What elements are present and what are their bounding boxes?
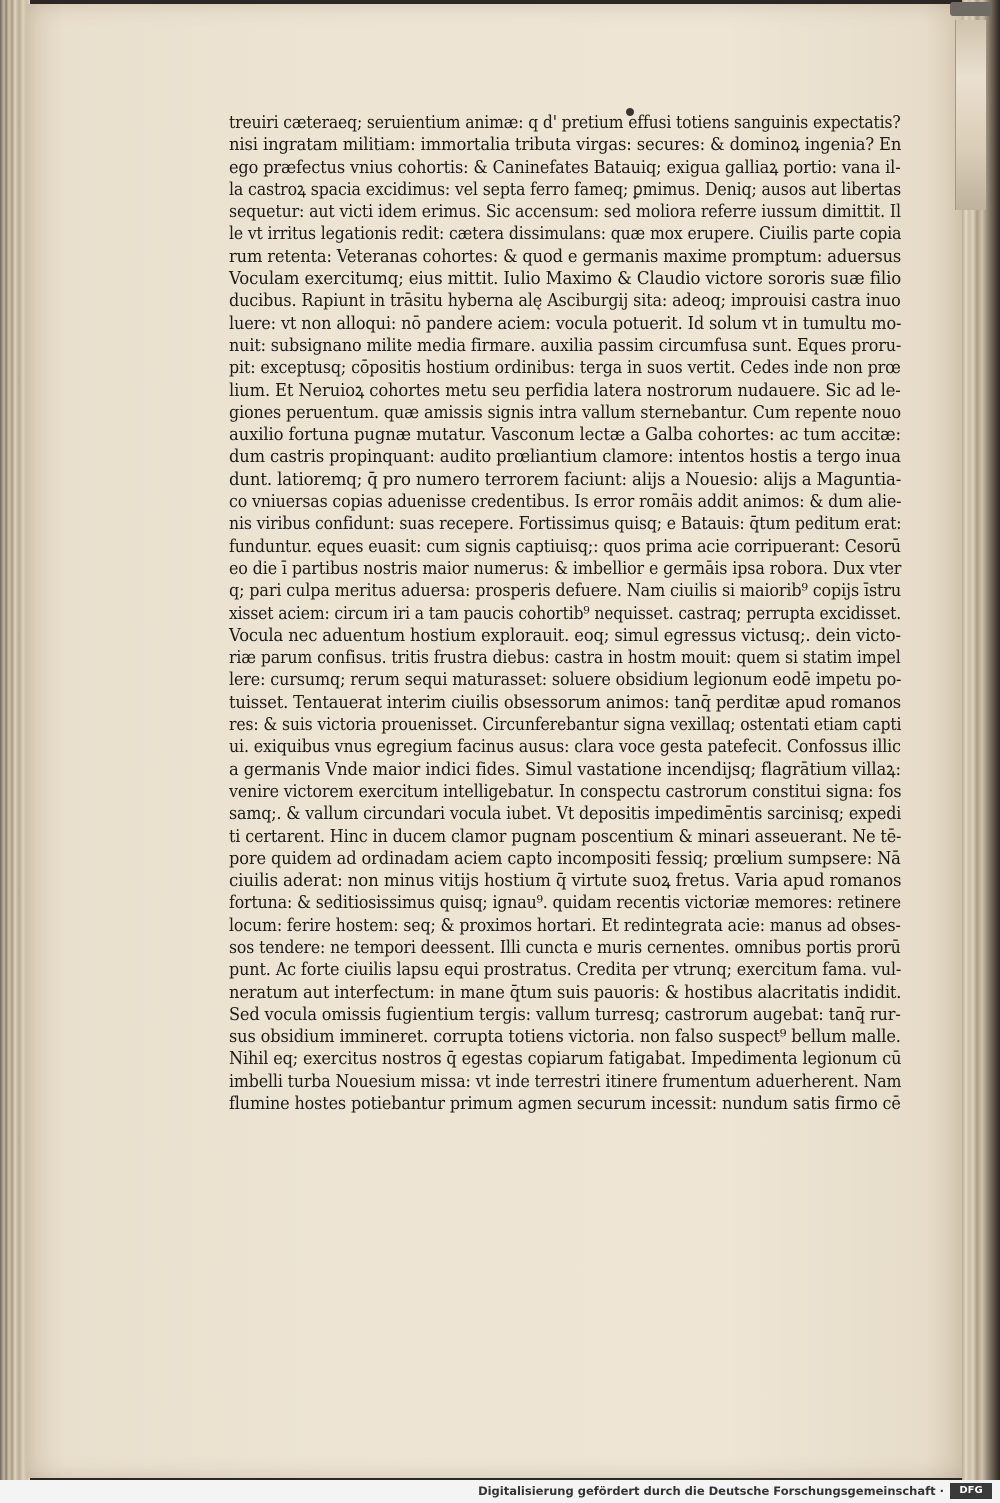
text-line: ego præfectus vnius cohortis: & Caninefates Batauiq; exigua galliaꝝ portio: vana il- — [229, 157, 901, 178]
text-line: fortuna: & seditiosissimus quisq; ignau⁹. quidam recentis victoriæ memores: retinere — [229, 893, 901, 914]
text-line: ducibus. Rapiunt in trāsitu hyberna alę Asciburgij sita: adeoq; improuisi castra inuo — [229, 291, 901, 312]
text-line: lium. Et Neruioꝝ cohortes metu seu perfidia latera nostrorum nudauere. Sic ad le- — [229, 380, 901, 401]
text-line: Voculam exercitumq; eius mittit. Iulio Maximo & Claudio victore sororis suæ filio — [229, 269, 902, 290]
text-line: lere: cursumq; rerum sequi maturasset: soluere obsidium legionum eodē impetu po- — [229, 670, 902, 691]
text-line: venire victorem exercitum intelligebatur. In conspectu castrorum constitui signa: fos — [229, 781, 902, 802]
text-line: q; pari culpa meritus aduersa: prosperis defuere. Nam ciuilis si maiorib⁹ copijs īstru — [229, 581, 902, 602]
page-clip — [950, 2, 992, 16]
page-edges-right — [962, 0, 1000, 1480]
text-line: sos tendere: ne tempori deessent. Illi cuncta e muris cernentes. omnibus portis prorū — [229, 937, 901, 958]
text-line: funduntur. eques euasit: cum signis captiuisq;: quos prima acie corripuerant: Cesorū — [229, 536, 901, 557]
text-line: treuiri cæteraeq; seruientium animæ: q d' pretium effusi totiens sanguinis expectatis? — [229, 113, 901, 133]
text-line: nuit: subsignano milite media firmare. auxilia passim circumfusa sunt. Eques proru- — [229, 335, 902, 356]
text-line: Sed vocula omissis fugientium tergis: vallum turresq; castrorum augebat: tanq̄ rur- — [229, 1004, 901, 1025]
text-line: riæ parum confisus. tritis frustra diebus: castra in hostm mouit: quem si statim impel — [229, 648, 901, 669]
text-line: ti certarent. Hinc in ducem clamor pugnam poscentium & minari asseuerant. Ne tē- — [229, 826, 902, 847]
text-line: nisi ingratam militiam: immortalia tributa virgas: secures: & dominoꝝ ingenia? En — [229, 135, 902, 156]
text-line: la castroꝝ spacia excidimus: vel septa ferro fameq; ꝑmimus. Deniq; ausos aut libertas — [229, 179, 902, 200]
text-line: eo die ī partibus nostris maior numerus: & imbellior e germāis ipsa robora. Dux vter — [229, 558, 902, 579]
text-line: flumine hostes potiebantur primum agmen securum incessit: nundum satis firmo cē — [229, 1094, 901, 1115]
text-line: ciuilis aderat: non minus vitijs hostium q̄ virtute suoꝝ fretus. Varia apud romanos — [229, 871, 902, 892]
text-line: samq;. & vallum circundari vocula iubet. Vt depositis impedimēntis sarcinisq; expedi — [229, 804, 902, 825]
text-line: le vt irritus legationis redit: cætera dissimulans: quæ mox erupere. Ciuilis parte copia — [229, 224, 902, 245]
text-line: res: & suis victoria prouenisset. Circunferebantur signa vexillaq; ostentati etiam capti — [229, 715, 902, 736]
text-line: imbelli turba Nouesium missa: vt inde terrestri itinere frumentum aduerherent. Nam — [229, 1071, 902, 1092]
text-line: locum: ferire hostem: seq; & proximos hortari. Et redintegrata acie: manus ad obses- — [229, 915, 901, 936]
footer-credit: Digitalisierung gefördert durch die Deutsche Forschungsgemeinschaft · — [478, 1484, 944, 1498]
text-line: sequetur: aut victi idem erimus. Sic accensum: sed moliora referre iussum dimittit. Il — [229, 202, 901, 223]
text-line: punt. Ac forte ciuilis lapsu equi prostratus. Credita per vtrunq; exercitum fama. vul- — [229, 960, 902, 981]
text-line: co vniuersas copias aduenisse credentibus. Is error romāis addit animos: & dum alie- — [229, 492, 902, 513]
text-line: Vocula nec aduentum hostium explorauit. eoq; simul egressus victusq;. dein victo- — [229, 625, 901, 646]
text-line: xisset aciem: circum iri a tam paucis cohortib⁹ nequisset. castraq; perrupta excidisset. — [229, 603, 902, 624]
text-line: luere: vt non alloqui: nō pandere aciem: vocula potuerit. Id solum vt in tumultu mo- — [229, 313, 902, 334]
text-line: neratum aut interfectum: in mane q̄tum suis pauoris: & hostibus alacritatis indidit. — [229, 982, 902, 1003]
text-line: sus obsidium immineret. corrupta totiens victoria. non falso suspect⁹ bellum malle. — [229, 1027, 901, 1048]
dfg-logo-icon: DFG — [950, 1483, 992, 1499]
text-line: tuisset. Tentauerat interim ciuilis obsessorum animos: tanq̄ perditæ apud romanos — [229, 692, 901, 713]
text-line: dunt. latioremq; q̄ pro numero terrorem faciunt: alijs a Nouesio: alijs a Maguntia- — [229, 469, 902, 490]
text-line: giones peruentum. quæ amissis signis intra vallum sternebantur. Cum repente nouo — [229, 402, 902, 423]
text-block — [229, 112, 901, 1115]
text-line: pore quidem ad ordinadam aciem capto incompositi fessiq; prœlium sumpsere: Nā — [229, 848, 901, 869]
footer-bar — [0, 1480, 1000, 1503]
text-line: auxilio fortuna pugnæ mutatur. Vasconum lectæ a Galba cohortes: ac tum accitæ: — [229, 425, 901, 446]
page-ribbon — [955, 20, 986, 210]
text-line: ui. exiquibus vnus egregium facinus ausus: clara voce gesta patefecit. Confossus illic — [229, 737, 901, 758]
text-line: nis viribus confidunt: suas recepere. Fortissimus quisq; e Batauis: q̄tum peditum erat: — [229, 514, 902, 535]
text-line: pit: exceptusq; cōpositis hostium ordinibus: terga in suos vertit. Cedes inde non prœ — [229, 358, 901, 379]
text-line: dum castris propinquant: audito prœliantium clamore: intentos hostis a tergo inua — [229, 447, 901, 468]
text-line: Nihil eq; exercitus nostros q̄ egestas copiarum fatigabat. Impedimenta legionum cū — [229, 1049, 902, 1070]
text-line: rum retenta: Veteranas cohortes: & quod e germanis maxime promptum: aduersus — [229, 246, 902, 267]
text-line: a germanis Vnde maior indici fides. Simul vastatione incendijsq; flagrātium villaꝝ: — [229, 759, 901, 780]
